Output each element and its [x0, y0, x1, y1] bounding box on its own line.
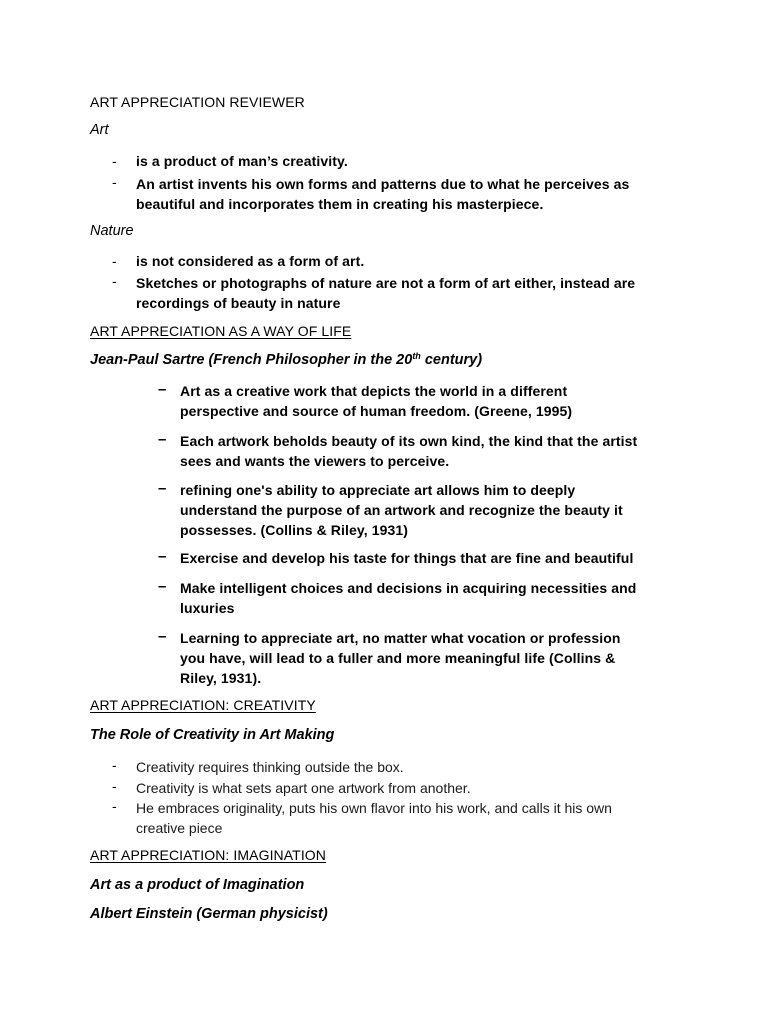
creativity-bullet-2: Creativity is what sets apart one artwork from another. [136, 780, 471, 796]
sartre-subheading: Jean-Paul Sartre (French Philosopher in the 20th century) [90, 351, 483, 368]
bullet-dash: - [112, 153, 117, 169]
way-of-life-heading: ART APPRECIATION AS A WAY OF LIFE [90, 323, 352, 339]
nature-bullet-2: Sketches or photographs of nature are not a form of art either, instead are recordings of beauty in nature [136, 275, 636, 311]
sartre-bullet-4: Exercise and develop his taste for things that are fine and beautiful [180, 550, 634, 566]
bullet-dash: - [112, 253, 117, 269]
bullet-dash: – [158, 548, 167, 565]
bullet-dash: – [158, 628, 167, 645]
sartre-bullet-5: Make intelligent choices and decisions in acquiring necessities and luxuries [180, 580, 637, 616]
art-bullet-2: An artist invents his own forms and patterns due to what he perceives as beautiful and incorporates them in creating his masterpiece. [136, 176, 630, 212]
bullet-dash: – [158, 578, 167, 595]
sartre-bullet-6: Learning to appreciate art, no matter what vocation or profession you have, will lead to a fuller and more meaningful life (Collins & Riley, 1931). [180, 630, 621, 686]
nature-bullet-1: is not considered as a form of art. [136, 253, 365, 269]
nature-heading: Nature [90, 223, 134, 239]
bullet-dash: – [158, 381, 167, 398]
art-bullet-1: is a product of man’s creativity. [136, 153, 348, 169]
bullet-dash: - [112, 273, 117, 289]
sartre-bullet-1: Art as a creative work that depicts the world in a different perspective and source of human freedom. (Greene, 1995) [180, 383, 573, 419]
creativity-subheading: The Role of Creativity in Art Making [90, 727, 335, 743]
bullet-dash: - [112, 757, 117, 773]
creativity-bullet-1: Creativity requires thinking outside the box. [136, 759, 404, 775]
art-heading: Art [90, 122, 109, 138]
imagination-heading: ART APPRECIATION: IMAGINATION [90, 847, 327, 863]
imagination-subheading: Art as a product of Imagination [90, 877, 305, 893]
sartre-bullet-2: Each artwork beholds beauty of its own kind, the kind that the artist sees and wants the viewers to perceive. [180, 433, 638, 469]
sartre-bullet-3: refining one's ability to appreciate art allows him to deeply understand the purpose of an artwork and recognize the beauty it possesses. (Collins & Riley, 1931) [180, 482, 623, 538]
bullet-dash: – [158, 480, 167, 497]
document-title: ART APPRECIATION REVIEWER [90, 94, 305, 110]
bullet-dash: - [112, 798, 117, 814]
einstein-subheading: Albert Einstein (German physicist) [90, 906, 328, 922]
bullet-dash: - [112, 778, 117, 794]
bullet-dash: – [158, 431, 167, 448]
creativity-heading: ART APPRECIATION: CREATIVITY [90, 697, 316, 713]
creativity-bullet-3: He embraces originality, puts his own flavor into his work, and calls it his own creative piece [136, 800, 612, 836]
bullet-dash: - [112, 174, 117, 190]
